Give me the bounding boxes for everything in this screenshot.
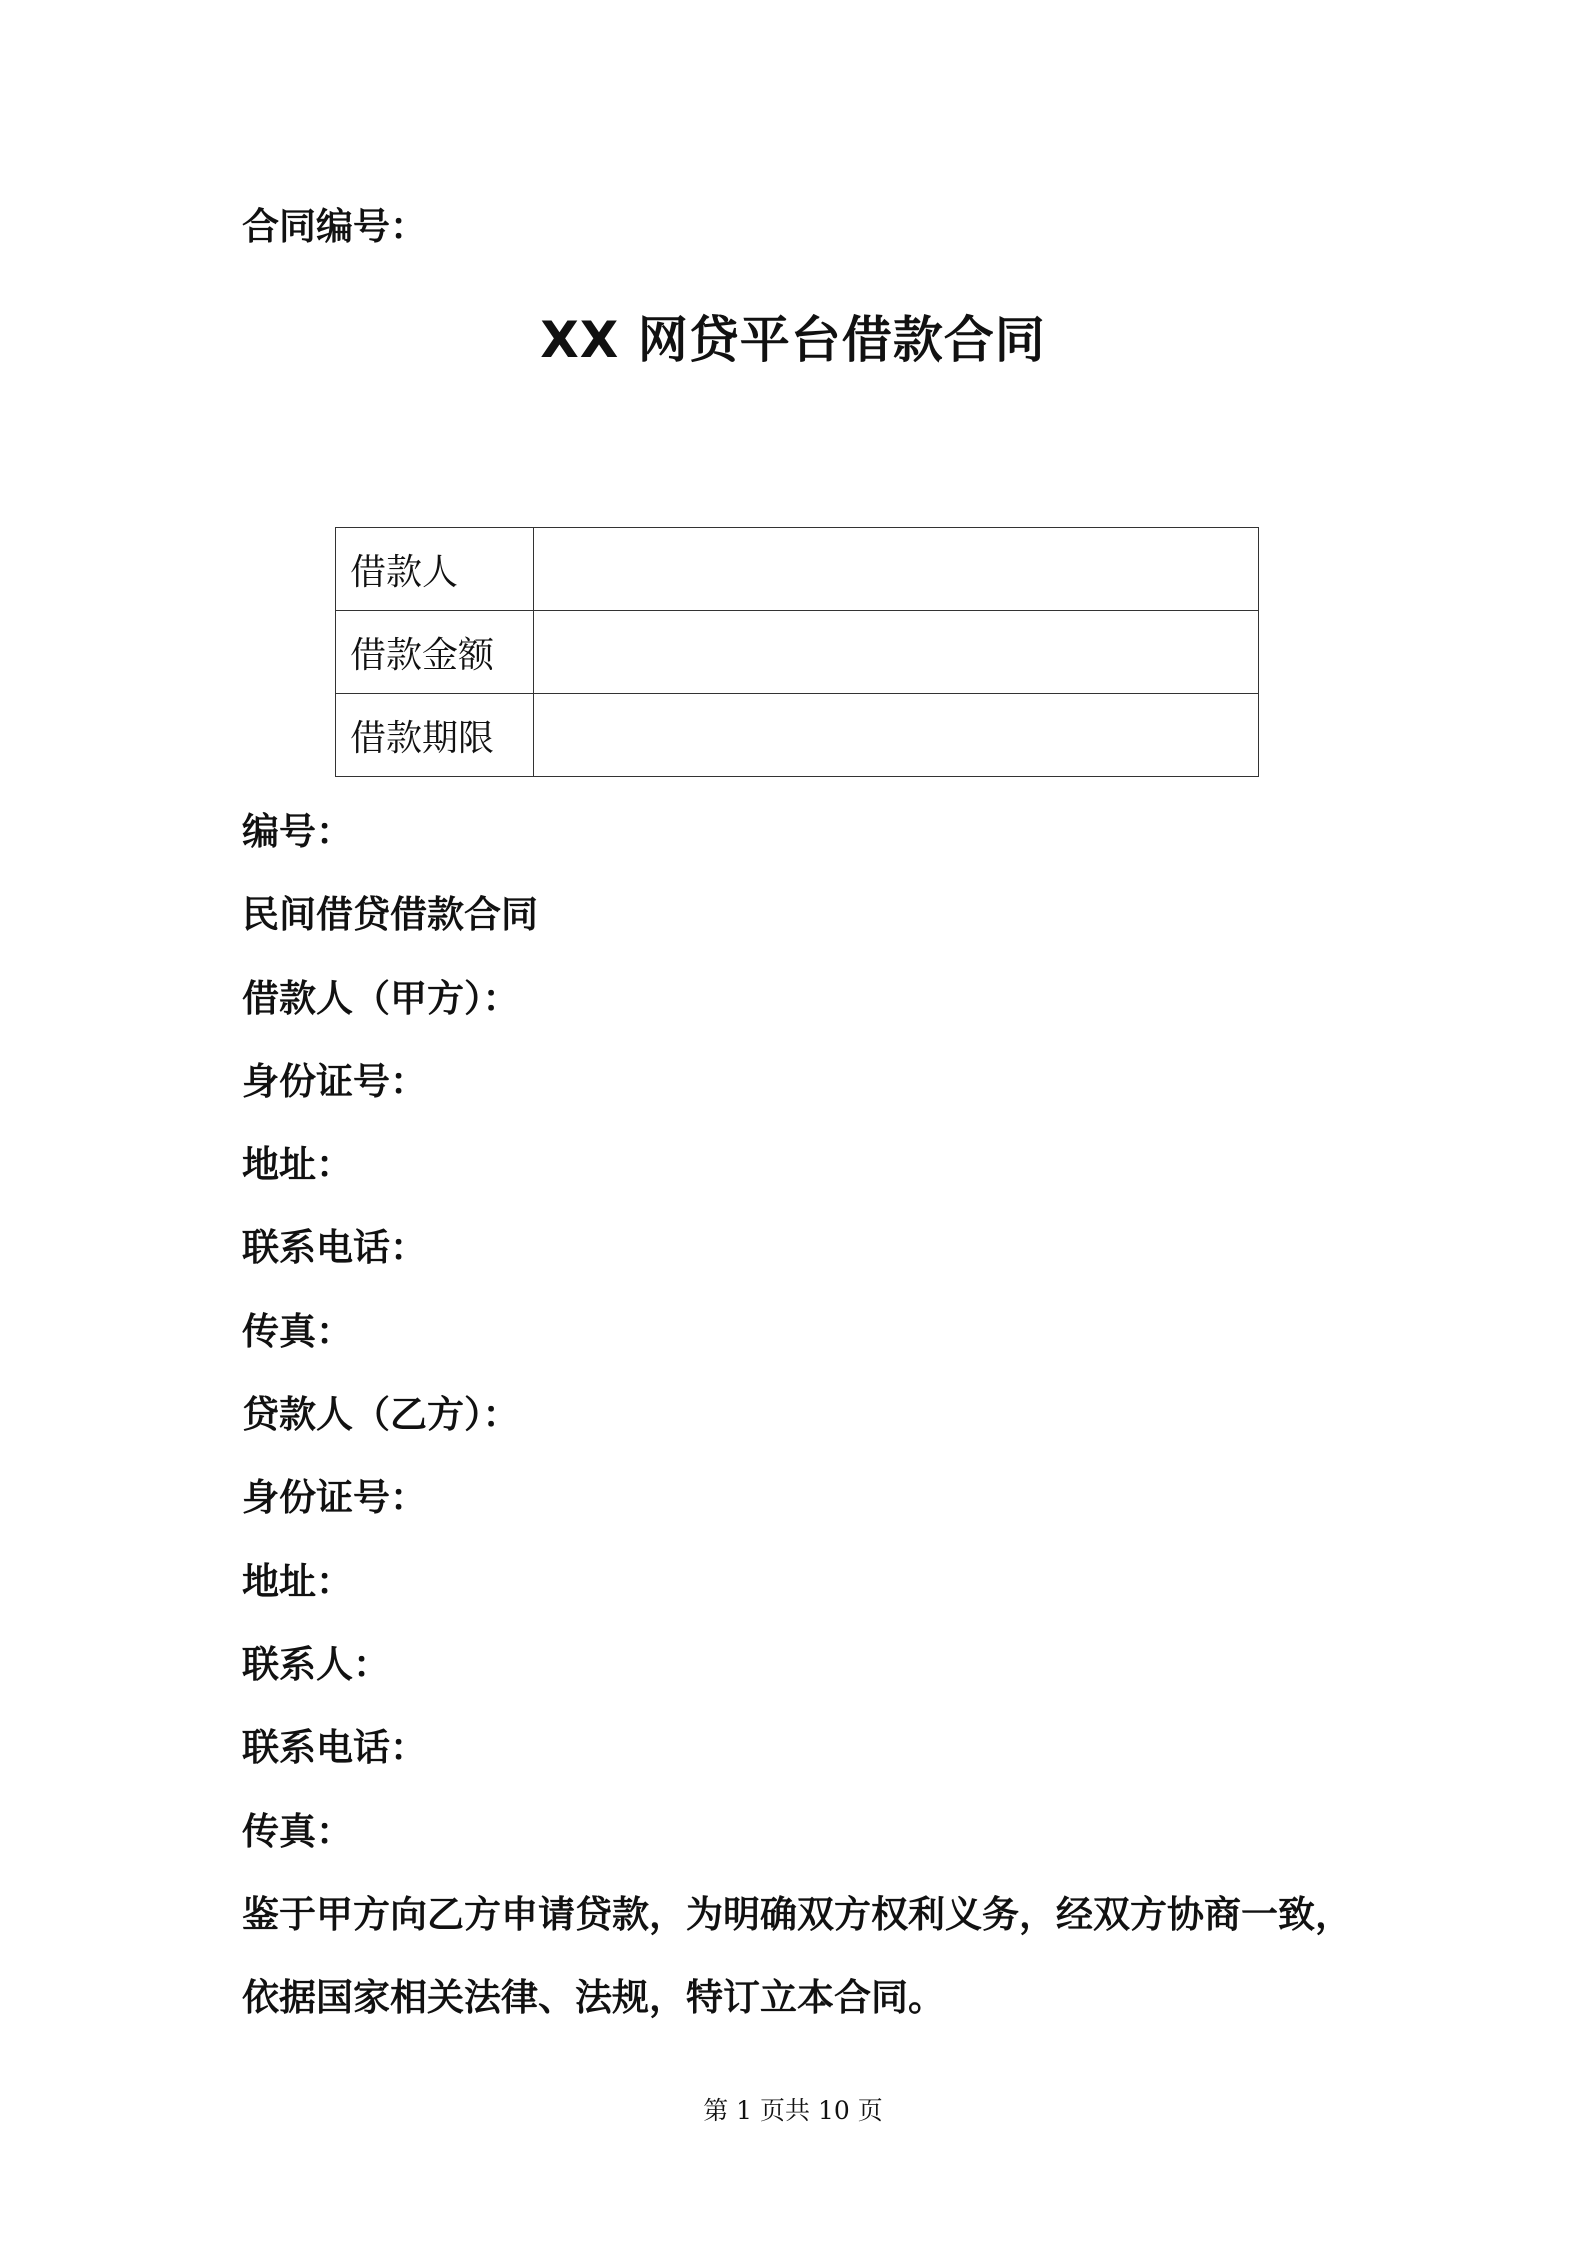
contract-body	[242, 790, 1362, 2039]
party-b-id-label: 身份证号：	[242, 1476, 427, 1520]
table-row	[336, 528, 1259, 611]
document-title: XX 网贷平台借款合同	[540, 311, 1046, 369]
party-a-label: 借款人（甲方）：	[242, 976, 520, 1020]
borrower-value-cell	[534, 528, 1259, 611]
party-a-fax-label: 传真：	[242, 1309, 353, 1353]
page-indicator: 第 1 页共 10 页	[703, 2096, 883, 2125]
party-b-label: 贷款人（乙方）：	[242, 1393, 520, 1437]
party-b-address-label: 地址：	[242, 1559, 353, 1603]
preamble-line-1: 鉴于甲方向乙方申请贷款，为明确双方权利义务，经双方协商一致，	[242, 1892, 1352, 1936]
party-b-contact-label: 联系人：	[242, 1642, 390, 1686]
loan-term-label-cell: 借款期限	[336, 694, 534, 777]
party-a-phone-label: 联系电话：	[242, 1226, 427, 1270]
party-a-address-label: 地址：	[242, 1143, 353, 1187]
section-title: 民间借贷借款合同	[242, 893, 538, 937]
party-b-fax-label: 传真：	[242, 1809, 353, 1853]
loan-summary-table	[335, 527, 1259, 777]
table-row	[336, 694, 1259, 777]
table-row	[336, 611, 1259, 694]
party-b-phone-label: 联系电话：	[242, 1726, 427, 1770]
party-a-id-label: 身份证号：	[242, 1059, 427, 1103]
borrower-label-cell: 借款人	[336, 528, 534, 611]
serial-number-label: 编号：	[242, 810, 353, 853]
preamble-line-2: 依据国家相关法律、法规，特订立本合同。	[242, 1976, 945, 2020]
loan-amount-label-cell: 借款金额	[336, 611, 534, 694]
loan-term-value-cell	[534, 694, 1259, 777]
contract-number-label: 合同编号：	[242, 205, 427, 248]
loan-amount-value-cell	[534, 611, 1259, 694]
